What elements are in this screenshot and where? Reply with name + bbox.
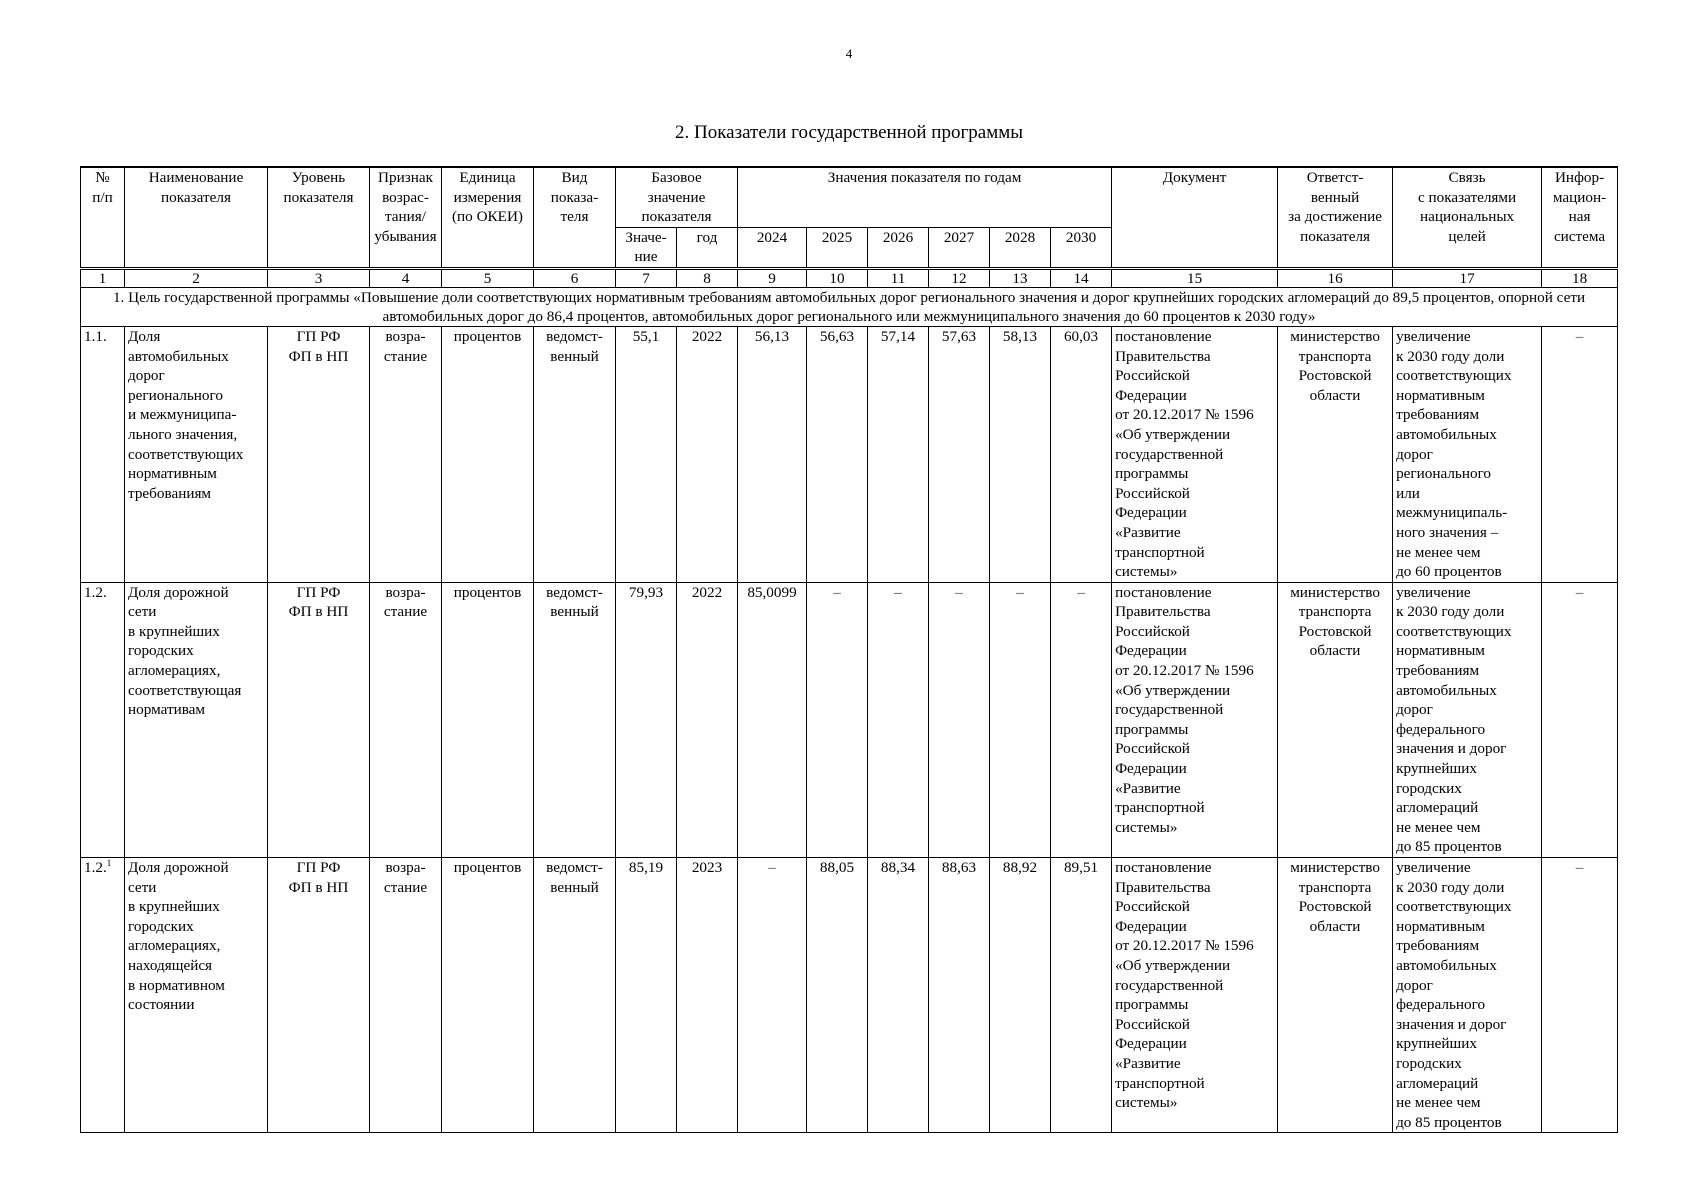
header-base-value: Значе- ние <box>616 227 677 268</box>
row-value-2026: 57,14 <box>868 326 929 582</box>
header-year: 2027 <box>929 227 990 268</box>
row-value-2030: 60,03 <box>1051 326 1112 582</box>
row-base-value: 85,19 <box>616 858 677 1133</box>
header-year: 2025 <box>807 227 868 268</box>
header-info: Инфор- мацион- ная система <box>1542 167 1618 268</box>
row-info: – <box>1542 326 1618 582</box>
column-number: 17 <box>1393 268 1542 287</box>
header-base: Базовое значение показателя <box>616 167 738 227</box>
row-link: увеличение к 2030 году доли соответствующих нормативным требованиям автомобильных дорог регионального или межмуниципаль- ного значения – не менее чем до 60 процентов <box>1393 326 1542 582</box>
column-number: 9 <box>738 268 807 287</box>
header-year: 2024 <box>738 227 807 268</box>
row-num <box>81 858 125 1133</box>
header-sign: Признак возрас- тания/ убывания <box>370 167 442 268</box>
row-value-2027: 57,63 <box>929 326 990 582</box>
row-num-sup: 1 <box>106 857 112 868</box>
row-value-2028: 58,13 <box>990 326 1051 582</box>
column-number: 2 <box>125 268 268 287</box>
row-info: – <box>1542 582 1618 857</box>
row-link: увеличение к 2030 году доли соответствующих нормативным требованиям автомобильных дорог федерального значения и дорог крупнейших городских агломераций не менее чем до 85 процентов <box>1393 582 1542 857</box>
row-value-2028: 88,92 <box>990 858 1051 1133</box>
header-year: 2030 <box>1051 227 1112 268</box>
header-base-year: год <box>677 227 738 268</box>
row-value-2026: 88,34 <box>868 858 929 1133</box>
column-number: 1 <box>81 268 125 287</box>
row-sign: возра- стание <box>370 582 442 857</box>
column-number: 18 <box>1542 268 1618 287</box>
header-name: Наименование показателя <box>125 167 268 268</box>
row-num-text: 1.2. <box>84 583 107 601</box>
row-value-2026: – <box>868 582 929 857</box>
goal-text: 1. Цель государственной программы «Повышение доли соответствующих нормативным требованиям автомобильных дорог регионального значения и дорог крупнейших городских агломераций до 89,5 процентов, опорной сети автомобильных дорог до 86,4 процентов, автомобильных дорог регионального или межмуниципального значения до 60 процентов к 2030 году» <box>81 287 1618 326</box>
row-responsible: министерство транспорта Ростовской области <box>1278 582 1393 857</box>
row-value-2025: 88,05 <box>807 858 868 1133</box>
column-number: 4 <box>370 268 442 287</box>
row-value-2027: – <box>929 582 990 857</box>
row-unit: процентов <box>442 326 534 582</box>
column-number: 13 <box>990 268 1051 287</box>
table-row <box>81 582 1618 857</box>
header-link: Связь с показателями национальных целей <box>1393 167 1542 268</box>
column-number: 6 <box>534 268 616 287</box>
row-document: постановление Правительства Российской Федерации от 20.12.2017 № 1596 «Об утверждении государственной программы Российской Федерации «Развитие транспортной системы» <box>1112 326 1278 582</box>
row-value-2025: – <box>807 582 868 857</box>
column-number: 5 <box>442 268 534 287</box>
header-responsible: Ответст- венный за достижение показателя <box>1278 167 1393 268</box>
row-info: – <box>1542 858 1618 1133</box>
column-number: 16 <box>1278 268 1393 287</box>
row-document: постановление Правительства Российской Федерации от 20.12.2017 № 1596 «Об утверждении государственной программы Российской Федерации «Развитие транспортной системы» <box>1112 858 1278 1133</box>
row-responsible: министерство транспорта Ростовской области <box>1278 858 1393 1133</box>
row-type: ведомст- венный <box>534 858 616 1133</box>
header-level: Уровень показателя <box>268 167 370 268</box>
row-name: Доля автомобильных дорог регионального и межмуниципа- льного значения, соответствующих нормативным требованиям <box>125 326 268 582</box>
row-level: ГП РФ ФП в НП <box>268 326 370 582</box>
row-sign: возра- стание <box>370 326 442 582</box>
row-value-2024: 56,13 <box>738 326 807 582</box>
indicators-table <box>80 166 1618 1133</box>
row-document: постановление Правительства Российской Федерации от 20.12.2017 № 1596 «Об утверждении государственной программы Российской Федерации «Развитие транспортной системы» <box>1112 582 1278 857</box>
row-value-2030: 89,51 <box>1051 858 1112 1133</box>
row-value-2024: 85,0099 <box>738 582 807 857</box>
row-type: ведомст- венный <box>534 582 616 857</box>
row-num-text: 1.2. <box>84 859 107 876</box>
row-value-2024: – <box>738 858 807 1133</box>
column-number: 8 <box>677 268 738 287</box>
row-name: Доля дорожной сети в крупнейших городских агломерациях, находящейся в нормативном состоянии <box>125 858 268 1133</box>
table-row <box>81 858 1618 1133</box>
column-number: 3 <box>268 268 370 287</box>
row-value-2030: – <box>1051 582 1112 857</box>
header-row <box>81 167 1618 227</box>
header-unit: Единица измерения (по ОКЕИ) <box>442 167 534 268</box>
page-number: 4 <box>845 46 853 61</box>
row-base-year: 2023 <box>677 858 738 1133</box>
row-num <box>81 582 125 857</box>
row-value-2028: – <box>990 582 1051 857</box>
row-value-2025: 56,63 <box>807 326 868 582</box>
row-type: ведомст- венный <box>534 326 616 582</box>
row-base-year: 2022 <box>677 582 738 857</box>
row-num-text: 1.1. <box>84 327 107 345</box>
page-title: 2. Показатели государственной программы <box>674 122 1024 143</box>
row-level: ГП РФ ФП в НП <box>268 582 370 857</box>
header-num: № п/п <box>81 167 125 268</box>
row-base-year: 2022 <box>677 326 738 582</box>
row-base-value: 55,1 <box>616 326 677 582</box>
row-name: Доля дорожной сети в крупнейших городских агломерациях, соответствующая нормативам <box>125 582 268 857</box>
goal-row <box>81 287 1618 326</box>
header-type: Вид показа- теля <box>534 167 616 268</box>
header-years-group: Значения показателя по годам <box>738 167 1112 227</box>
row-num <box>81 326 125 582</box>
row-responsible: министерство транспорта Ростовской области <box>1278 326 1393 582</box>
header-year: 2028 <box>990 227 1051 268</box>
column-number-row <box>81 268 1618 287</box>
column-number: 12 <box>929 268 990 287</box>
row-sign: возра- стание <box>370 858 442 1133</box>
row-base-value: 79,93 <box>616 582 677 857</box>
column-number: 14 <box>1051 268 1112 287</box>
header-document: Документ <box>1112 167 1278 268</box>
column-number: 11 <box>868 268 929 287</box>
table-row <box>81 326 1618 582</box>
row-unit: процентов <box>442 582 534 857</box>
column-number: 7 <box>616 268 677 287</box>
column-number: 15 <box>1112 268 1278 287</box>
column-number: 10 <box>807 268 868 287</box>
row-unit: процентов <box>442 858 534 1133</box>
row-link: увеличение к 2030 году доли соответствующих нормативным требованиям автомобильных дорог федерального значения и дорог крупнейших городских агломераций не менее чем до 85 процентов <box>1393 858 1542 1133</box>
row-value-2027: 88,63 <box>929 858 990 1133</box>
header-year: 2026 <box>868 227 929 268</box>
row-level: ГП РФ ФП в НП <box>268 858 370 1133</box>
